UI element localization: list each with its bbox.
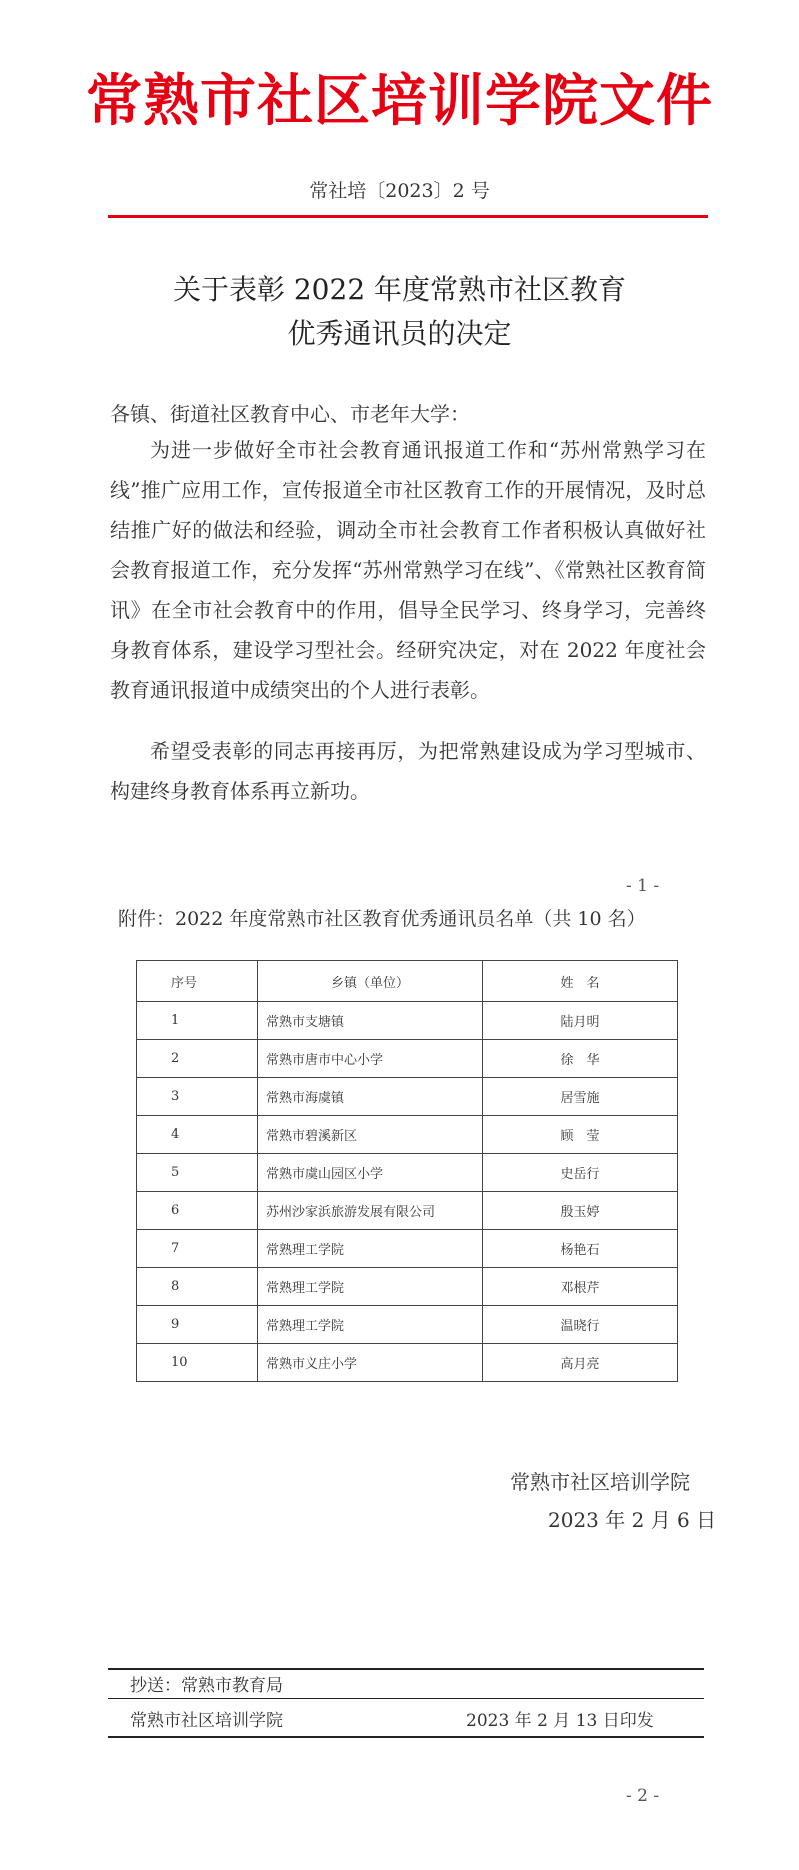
document-title-line2: 优秀通讯员的决定 <box>287 317 512 350</box>
row-index: 2 <box>137 1040 258 1078</box>
row-name: 杨艳石 <box>483 1230 678 1268</box>
cc-line: 抄送：常熟市教育局 <box>130 1676 283 1696</box>
row-name: 殷玉婷 <box>483 1192 678 1230</box>
footer-rule-middle <box>108 1698 704 1699</box>
row-index: 4 <box>137 1116 258 1154</box>
table-row <box>137 1116 678 1154</box>
row-index: 5 <box>137 1154 258 1192</box>
row-name: 居雪施 <box>483 1078 678 1116</box>
row-name: 顾 莹 <box>483 1116 678 1154</box>
document-number: 常社培〔2023〕2 号 <box>309 180 490 202</box>
row-unit: 常熟市支塘镇 <box>258 1002 483 1040</box>
row-index: 1 <box>137 1002 258 1040</box>
table-row <box>137 1078 678 1116</box>
attachment-title: 附件：2022 年度常熟市社区教育优秀通讯员名单（共 10 名） <box>118 908 646 930</box>
row-index: 10 <box>137 1344 258 1382</box>
signature-date: 2023 年 2 月 6 日 <box>548 1508 717 1532</box>
footer-rule-bottom <box>108 1736 704 1738</box>
table-row <box>137 1344 678 1382</box>
footer-rule-top <box>108 1668 704 1670</box>
row-name: 史岳行 <box>483 1154 678 1192</box>
signature-organization: 常熟市社区培训学院 <box>510 1470 690 1494</box>
table-row <box>137 1192 678 1230</box>
row-name: 温晓行 <box>483 1306 678 1344</box>
row-name: 高月亮 <box>483 1344 678 1382</box>
printer-organization: 常熟市社区培训学院 <box>130 1711 283 1731</box>
table-row <box>137 1154 678 1192</box>
row-unit: 常熟理工学院 <box>258 1268 483 1306</box>
page-number-1: - 1 - <box>626 876 660 896</box>
red-divider <box>108 215 708 218</box>
table-row <box>137 1268 678 1306</box>
row-unit: 常熟理工学院 <box>258 1230 483 1268</box>
document-header-title: 常熟市社区培训学院文件 <box>86 69 713 134</box>
document-title-line1: 关于表彰 2022 年度常熟市社区教育 <box>172 273 627 306</box>
row-unit: 苏州沙家浜旅游发展有限公司 <box>258 1192 483 1230</box>
header-name: 姓 名 <box>483 961 678 1002</box>
row-index: 6 <box>137 1192 258 1230</box>
header-index: 序号 <box>137 961 258 1002</box>
row-index: 9 <box>137 1306 258 1344</box>
row-name: 陆月明 <box>483 1002 678 1040</box>
row-index: 7 <box>137 1230 258 1268</box>
row-unit: 常熟理工学院 <box>258 1306 483 1344</box>
header-unit: 乡镇（单位） <box>258 961 483 1002</box>
body-paragraph-2: 希望受表彰的同志再接再厉，为把常熟建设成为学习型城市、构建终身教育体系再立新功。 <box>110 739 706 803</box>
row-unit: 常熟市碧溪新区 <box>258 1116 483 1154</box>
table-row <box>137 1230 678 1268</box>
body-paragraph-1: 为进一步做好全市社会教育通讯报道工作和“苏州常熟学习在线”推广应用工作，宣传报道全市社区教育工作的开展情况，及时总结推广好的做法和经验，调动全市社会教育工作者积极认真做好社会教育报道工作，充分发挥“苏州常熟学习在线”、《常熟社区教育简讯》在全市社会教育中的作用，倡导全民学习、终身学习，完善终身教育体系，建设学习型社会。经研究决定，对在 2022 年度社会教育通讯报道中成绩突出的个人进行表彰。 <box>110 438 706 702</box>
row-unit: 常熟市唐市中心小学 <box>258 1040 483 1078</box>
row-name: 邓根芹 <box>483 1268 678 1306</box>
table-row <box>137 1040 678 1078</box>
row-unit: 常熟市义庄小学 <box>258 1344 483 1382</box>
row-index: 3 <box>137 1078 258 1116</box>
row-index: 8 <box>137 1268 258 1306</box>
salutation: 各镇、街道社区教育中心、市老年大学： <box>110 402 470 426</box>
table-header-row <box>137 961 678 1002</box>
print-date: 2023 年 2 月 13 日印发 <box>466 1711 654 1731</box>
table-row <box>137 1002 678 1040</box>
honoree-table <box>136 960 678 1382</box>
row-unit: 常熟市海虞镇 <box>258 1078 483 1116</box>
row-name: 徐 华 <box>483 1040 678 1078</box>
page-number-2: - 2 - <box>626 1786 660 1806</box>
row-unit: 常熟市虞山园区小学 <box>258 1154 483 1192</box>
table-row <box>137 1306 678 1344</box>
